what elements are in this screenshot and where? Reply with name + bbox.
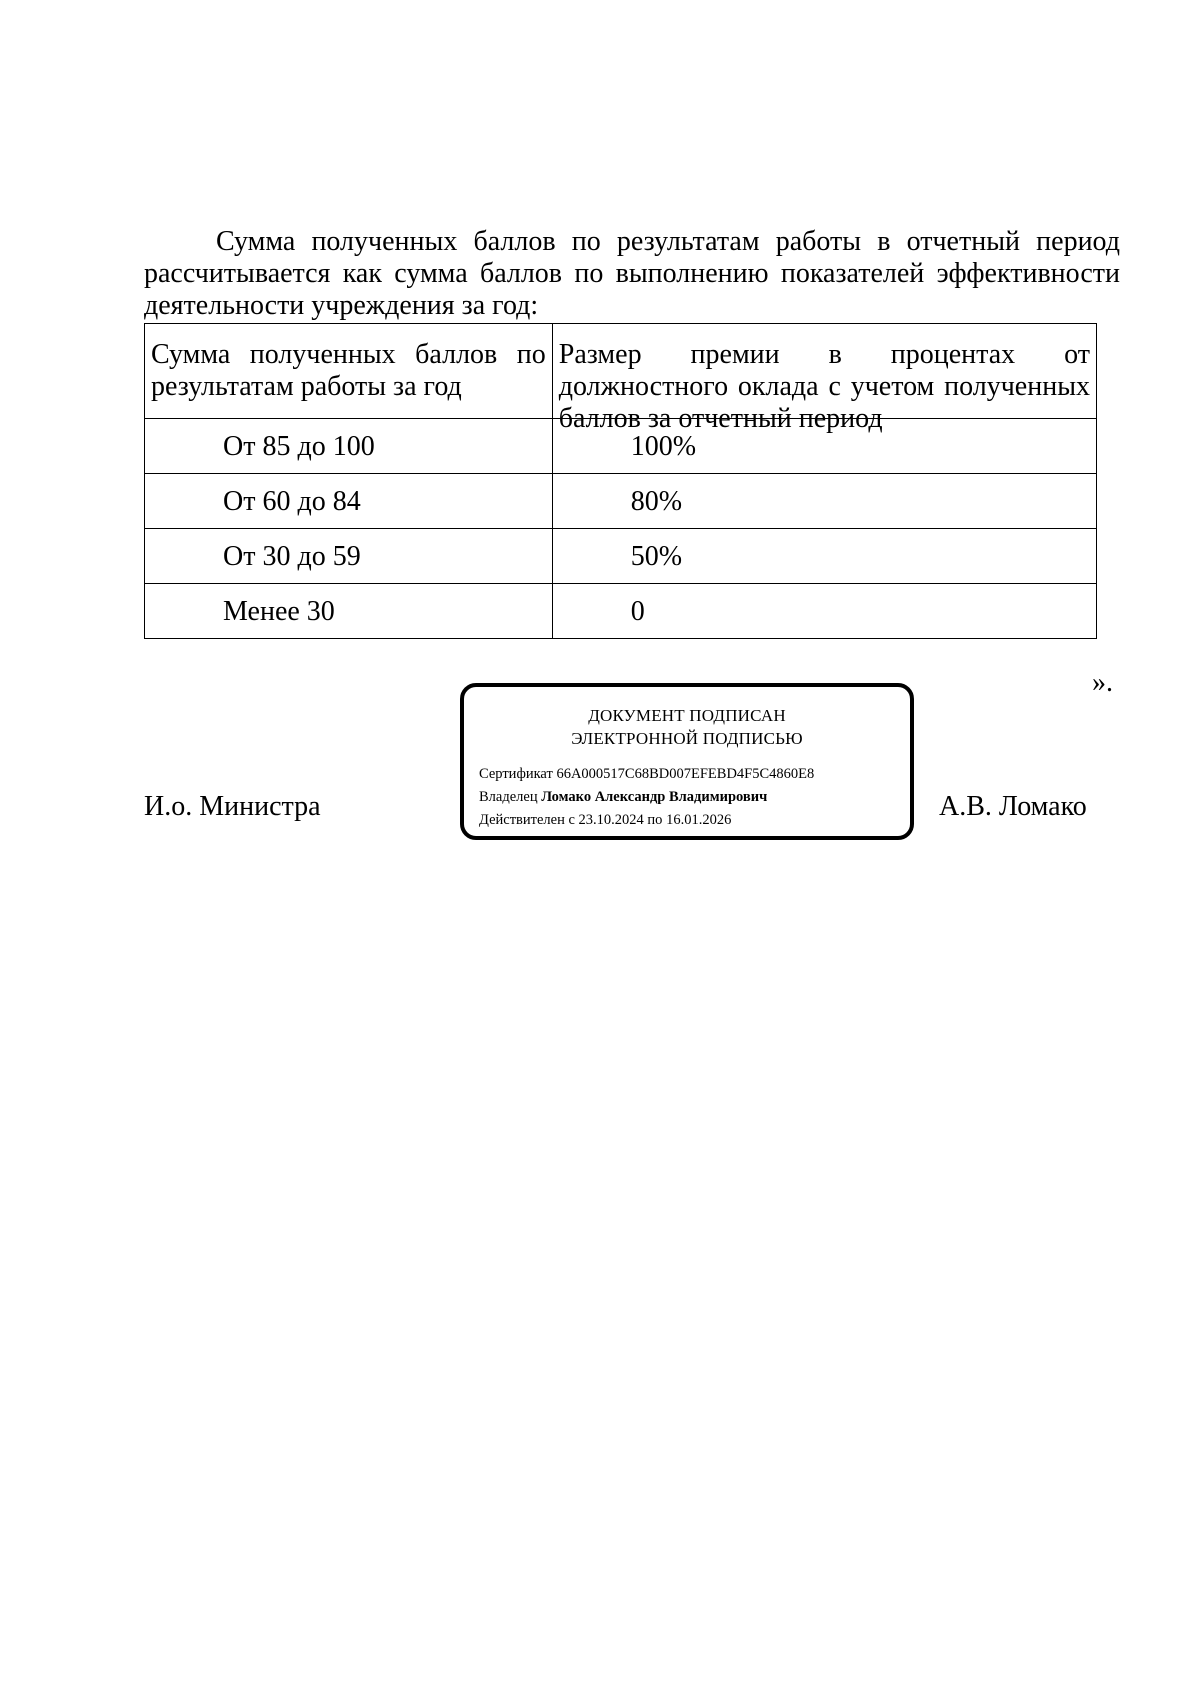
score-cell: Менее 30 xyxy=(223,596,335,627)
stamp-valid-from: 23.10.2024 xyxy=(578,812,644,828)
score-cell: От 85 до 100 xyxy=(223,431,375,462)
header-bonus: Размер премии в процентах от должностного оклада с учетом полученных баллов за отчетный период xyxy=(558,339,1090,434)
stamp-title-line2: ЭЛЕКТРОННОЙ ПОДПИСЬЮ xyxy=(571,729,803,748)
stamp-title-line1: ДОКУМЕНТ ПОДПИСАН xyxy=(588,706,786,725)
stamp-owner-line xyxy=(479,788,767,806)
stamp-owner-value: Ломако Александр Владимирович xyxy=(541,789,768,805)
table-row xyxy=(145,529,1097,584)
table-header-cell xyxy=(552,324,1096,434)
stamp-valid-to-label: по xyxy=(647,812,663,828)
stamp-certificate-value: 66A000517C68BD007EFEBD4F5C4860E8 xyxy=(556,766,815,782)
stamp-valid-label: Действителен с xyxy=(479,812,575,828)
stamp-valid-to: 16.01.2026 xyxy=(666,812,732,828)
table-header-cell xyxy=(145,324,553,419)
stamp-certificate-label: Сертификат xyxy=(479,766,553,782)
bonus-cell: 0 xyxy=(630,596,645,627)
signatory-position: И.о. Министра xyxy=(144,791,321,822)
bonus-cell: 100% xyxy=(630,431,697,462)
stamp-certificate-line xyxy=(479,765,814,783)
bonus-cell: 80% xyxy=(630,486,683,517)
table-header-row xyxy=(145,324,1097,419)
closing-quote-mark: ». xyxy=(1092,667,1113,698)
table-row xyxy=(145,584,1097,639)
table-row xyxy=(145,474,1097,529)
stamp-validity-line xyxy=(479,811,731,829)
score-cell: От 30 до 59 xyxy=(223,541,361,572)
electronic-signature-stamp xyxy=(460,683,914,840)
bonus-table xyxy=(144,323,1097,639)
score-cell: От 60 до 84 xyxy=(223,486,361,517)
bonus-cell: 50% xyxy=(630,541,683,572)
stamp-owner-label: Владелец xyxy=(479,789,538,805)
signatory-name: А.В. Ломако xyxy=(939,791,1087,822)
intro-paragraph: Сумма полученных баллов по результатам работы в отчетный период рассчитывается как сумма баллов по выполнению показателей эффективности деятельности учреждения за год: xyxy=(144,226,1120,321)
header-score: Сумма полученных баллов по результатам работы за год xyxy=(151,339,546,402)
